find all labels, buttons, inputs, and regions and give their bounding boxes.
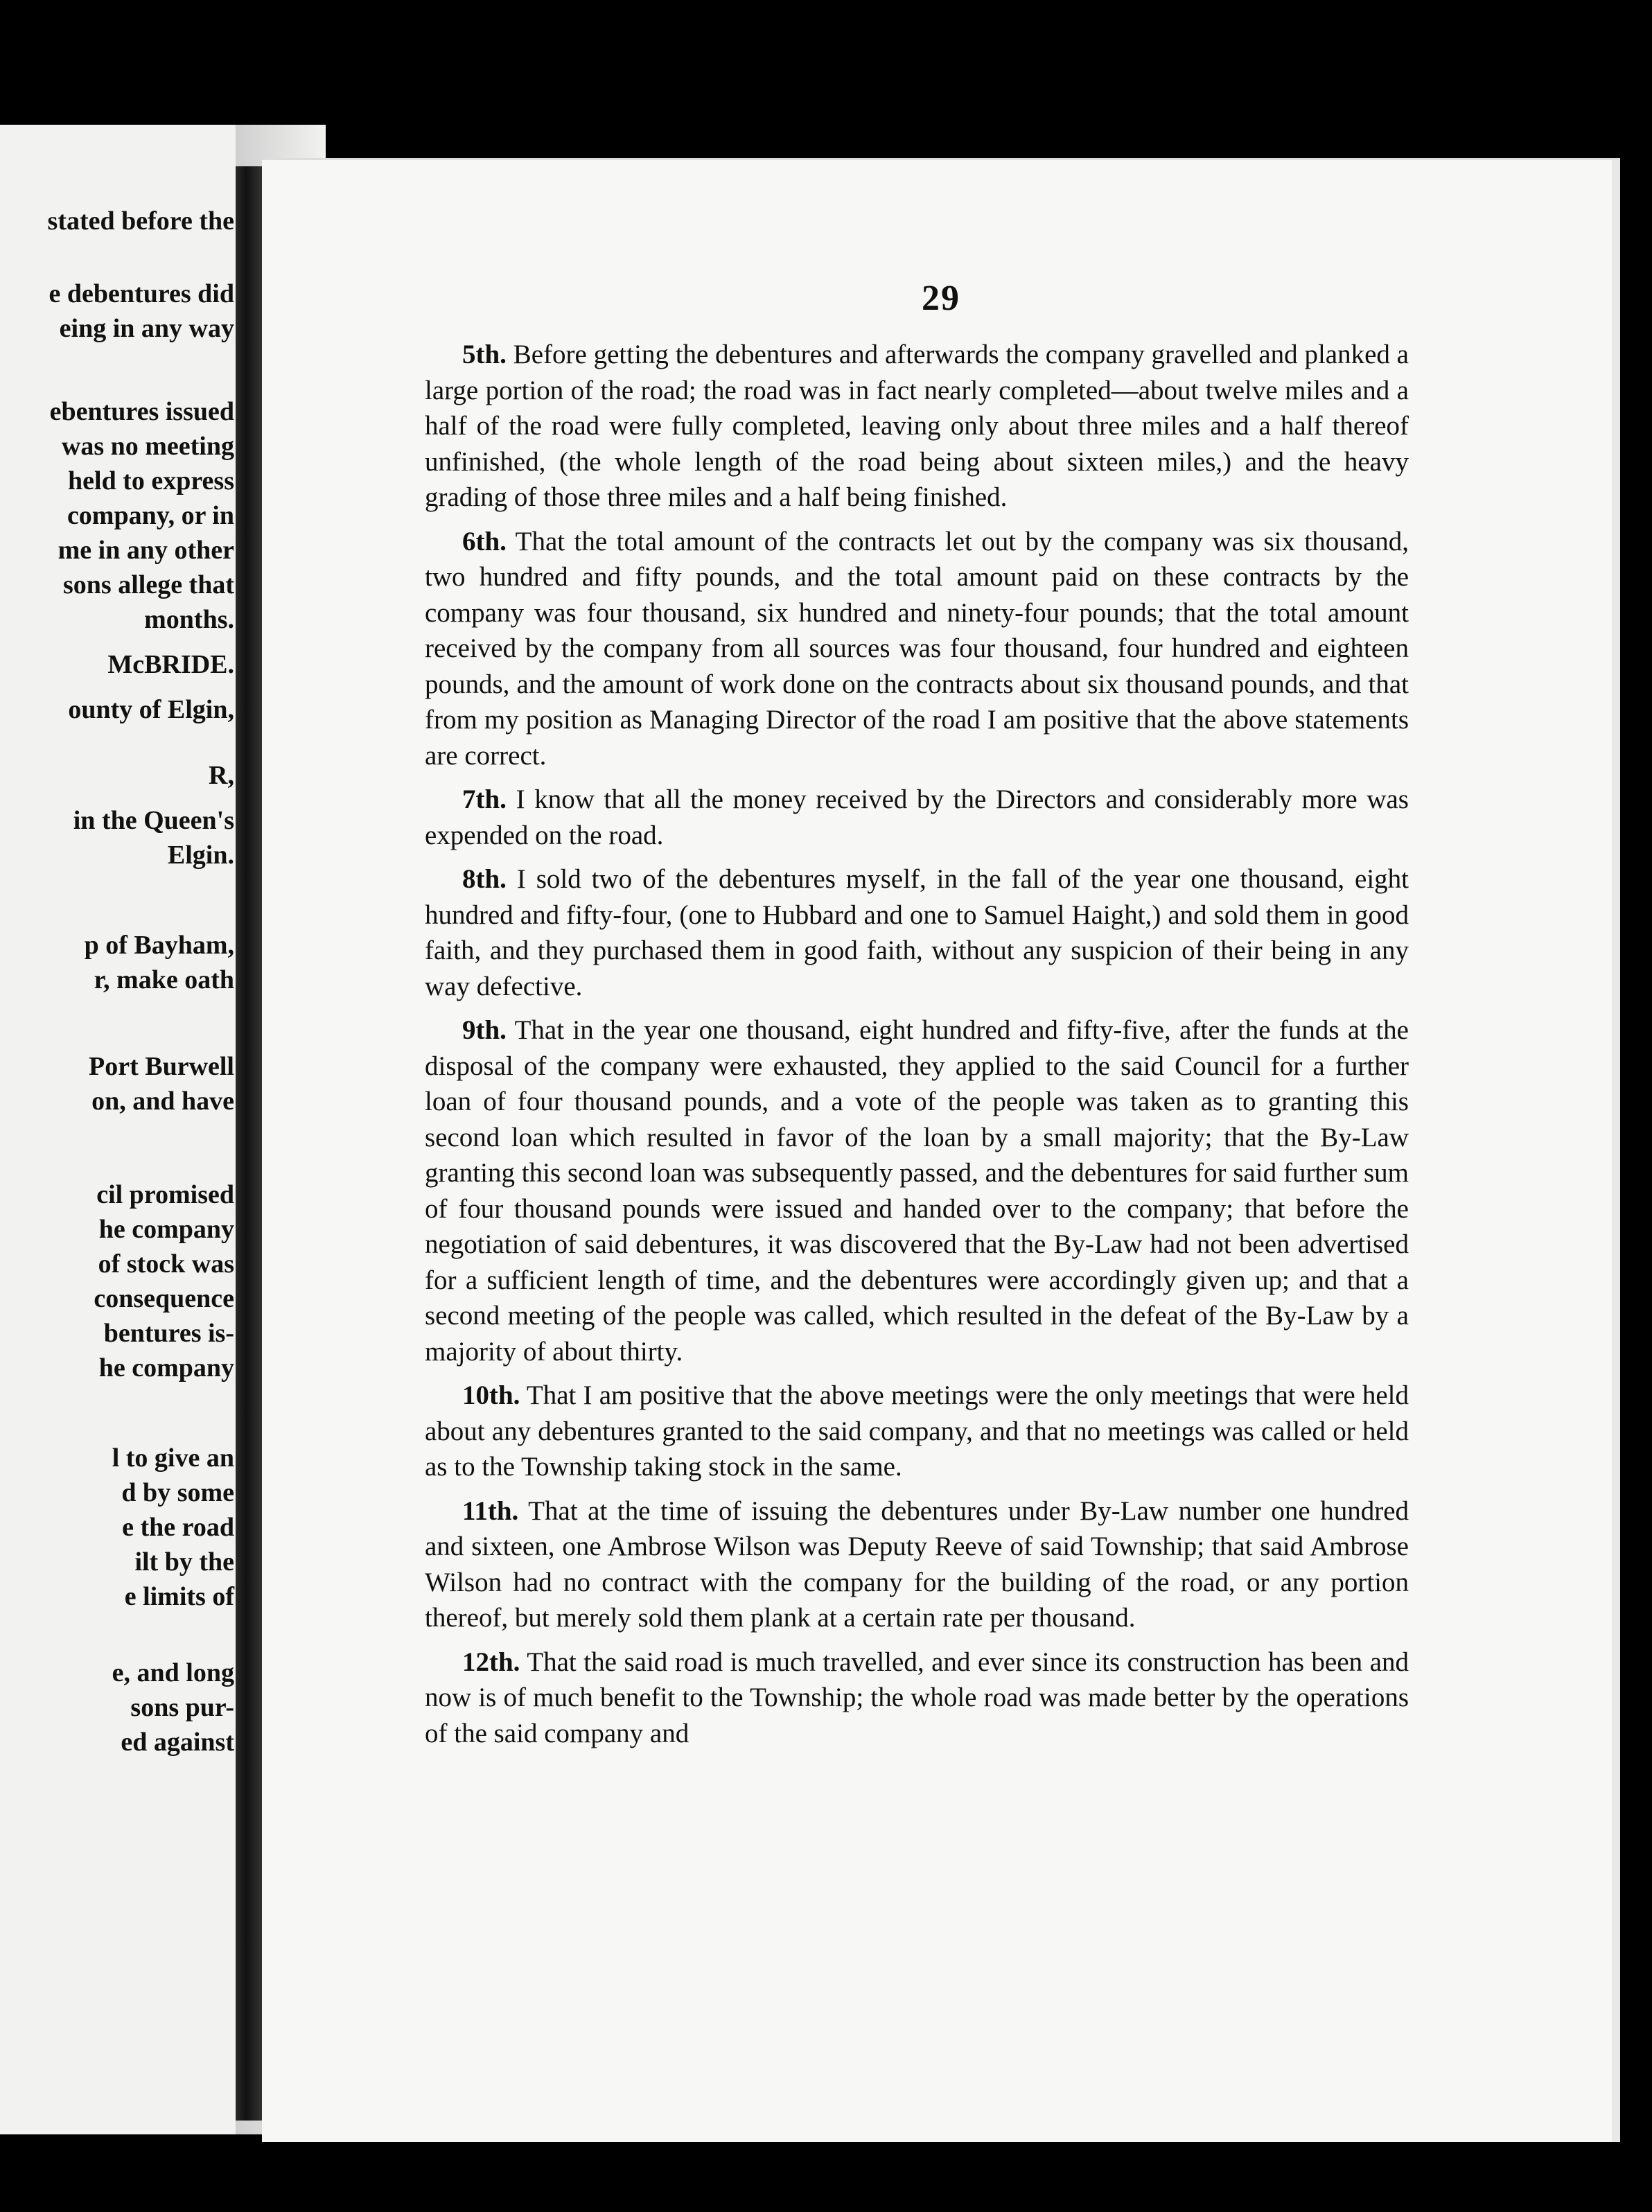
- previous-page-line: cil promised: [96, 1180, 234, 1209]
- previous-page-line: e limits of: [124, 1582, 234, 1611]
- paragraph-6th: [425, 524, 1409, 774]
- paragraph-8th: [425, 861, 1409, 1004]
- paragraph-text: I sold two of the debentures myself, in the fall of the year one thousand, eight hundred and fifty-four, (one to Hubbard and one to Samuel Haight,) and sold them in good faith, and they purchased them in good faith, without any suspicion of their being in any way defective.: [425, 864, 1409, 1001]
- previous-page-line: Elgin.: [167, 841, 234, 870]
- previous-page-line: consequence: [94, 1284, 234, 1313]
- paragraph-12th: [425, 1644, 1409, 1752]
- paragraph-7th: [425, 782, 1409, 853]
- previous-page-line: he company: [98, 1353, 234, 1382]
- previous-page-line: Port Burwell: [88, 1052, 234, 1081]
- previous-page-line: company, or in: [67, 501, 234, 530]
- previous-page-line: McBRIDE.: [107, 650, 234, 679]
- previous-page-line: ed against: [121, 1728, 234, 1757]
- paragraph-text: That in the year one thousand, eight hundred and fifty-five, after the funds at the disposal of the company were exhausted, they applied to the said Council for a further loan of four thousand pounds, and a vote of the people was taken as to granting this second loan which resulted in favor of the loan by a small majority; that the By-Law granting this second loan was subsequently passed, and the debentures for said further sum of four thousand pounds were issued and handed over to the company; that before the negotiation of said debentures, it was discovered that the By-Law had not been advertised for a sufficient length of time, and the debentures were accordingly given up; and that a second meeting of the people was called, which resulted in the defeat of the By-Law by a majority of about thirty.: [425, 1015, 1409, 1367]
- previous-page-line: ounty of Elgin,: [68, 695, 234, 724]
- paragraph-text: That I am positive that the above meetings were the only meetings that were held about any debentures granted to the said company, and that no meetings was called or held as to the Township taking stock in the same.: [425, 1380, 1409, 1482]
- page-number: 29: [922, 279, 960, 318]
- previous-page-line: e, and long: [112, 1658, 234, 1687]
- previous-page-line: e the road: [122, 1513, 234, 1542]
- previous-page-line: months.: [144, 605, 234, 634]
- previous-page-line: R,: [209, 761, 234, 790]
- previous-page-line: d by some: [121, 1478, 234, 1507]
- paragraph-11th: [425, 1493, 1409, 1636]
- paragraph-text: That the said road is much travelled, and ever since its construction has been and now is of much benefit to the Township; the whole road was made better by the operations of the said company and: [425, 1647, 1409, 1748]
- previous-page-line: me in any other: [58, 536, 234, 565]
- paragraph-10th: [425, 1378, 1409, 1485]
- paragraph-number: 11th.: [462, 1495, 519, 1526]
- previous-page-line: ebentures issued: [49, 397, 234, 426]
- previous-page-line: r, make oath: [94, 965, 234, 994]
- paragraph-number: 6th.: [462, 526, 507, 556]
- previous-page-line: l to give an: [112, 1443, 234, 1473]
- paragraph-5th: [425, 337, 1409, 516]
- paragraph-9th: [425, 1012, 1409, 1369]
- page-edge: [1612, 160, 1620, 2142]
- paragraph-text: That the total amount of the contracts let out by the company was six thousand, two hundred and fifty pounds, and the total amount paid on these contracts by the company was four thousand, six hundred and ninety-four pounds; that the total amount received by the company from all sources was four thousand, four hundred and eighteen pounds, and the amount of work done on the contracts about six thousand pounds, and that from my position as Managing Director of the road I am positive that the above statements are correct.: [425, 526, 1409, 771]
- previous-page-line: p of Bayham,: [84, 931, 234, 960]
- paragraph-text: Before getting the debentures and afterwards the company gravelled and planked a large portion of the road; the road was in fact nearly completed—about twelve miles and a half of the road were fully completed, leaving only about three miles and a half thereof unfinished, (the whole length of the road being about sixteen miles,) and the heavy grading of those three miles and a half being finished.: [425, 340, 1409, 512]
- paragraph-number: 5th.: [462, 340, 507, 369]
- previous-page-line: sons pur-: [130, 1693, 234, 1722]
- paragraph-number: 8th.: [462, 864, 507, 894]
- paragraph-text: That at the time of issuing the debentures under By-Law number one hundred and sixteen, one Ambrose Wilson was Deputy Reeve of said Township; that said Ambrose Wilson had no contract with the company for the building of the road, or any portion thereof, but merely sold them plank at a certain rate per thousand.: [425, 1495, 1409, 1633]
- previous-page-line: eing in any way: [59, 314, 234, 343]
- binding-gutter: [236, 166, 262, 2121]
- previous-page-line: ilt by the: [134, 1547, 234, 1577]
- previous-page-line: held to express: [68, 466, 234, 495]
- previous-page-line: of stock was: [98, 1249, 234, 1279]
- previous-page-line: bentures is-: [103, 1319, 234, 1348]
- paragraph-number: 10th.: [462, 1380, 520, 1410]
- previous-page-line: in the Queen's: [73, 806, 234, 835]
- paragraph-number: 7th.: [462, 784, 507, 814]
- document-page: [262, 158, 1620, 2142]
- previous-page-line: he company: [98, 1215, 234, 1244]
- previous-page-line: sons allege that: [63, 570, 234, 599]
- body-text: [425, 337, 1409, 1759]
- previous-page-line: e debentures did: [49, 279, 234, 308]
- previous-page-line: stated before the: [47, 207, 234, 236]
- paragraph-number: 12th.: [462, 1647, 520, 1677]
- paragraph-text: I know that all the money received by the Directors and considerably more was expended on the road.: [425, 784, 1409, 850]
- previous-page-line: was no meeting: [61, 432, 234, 461]
- previous-page-line: on, and have: [91, 1087, 234, 1116]
- paragraph-number: 9th.: [462, 1015, 507, 1045]
